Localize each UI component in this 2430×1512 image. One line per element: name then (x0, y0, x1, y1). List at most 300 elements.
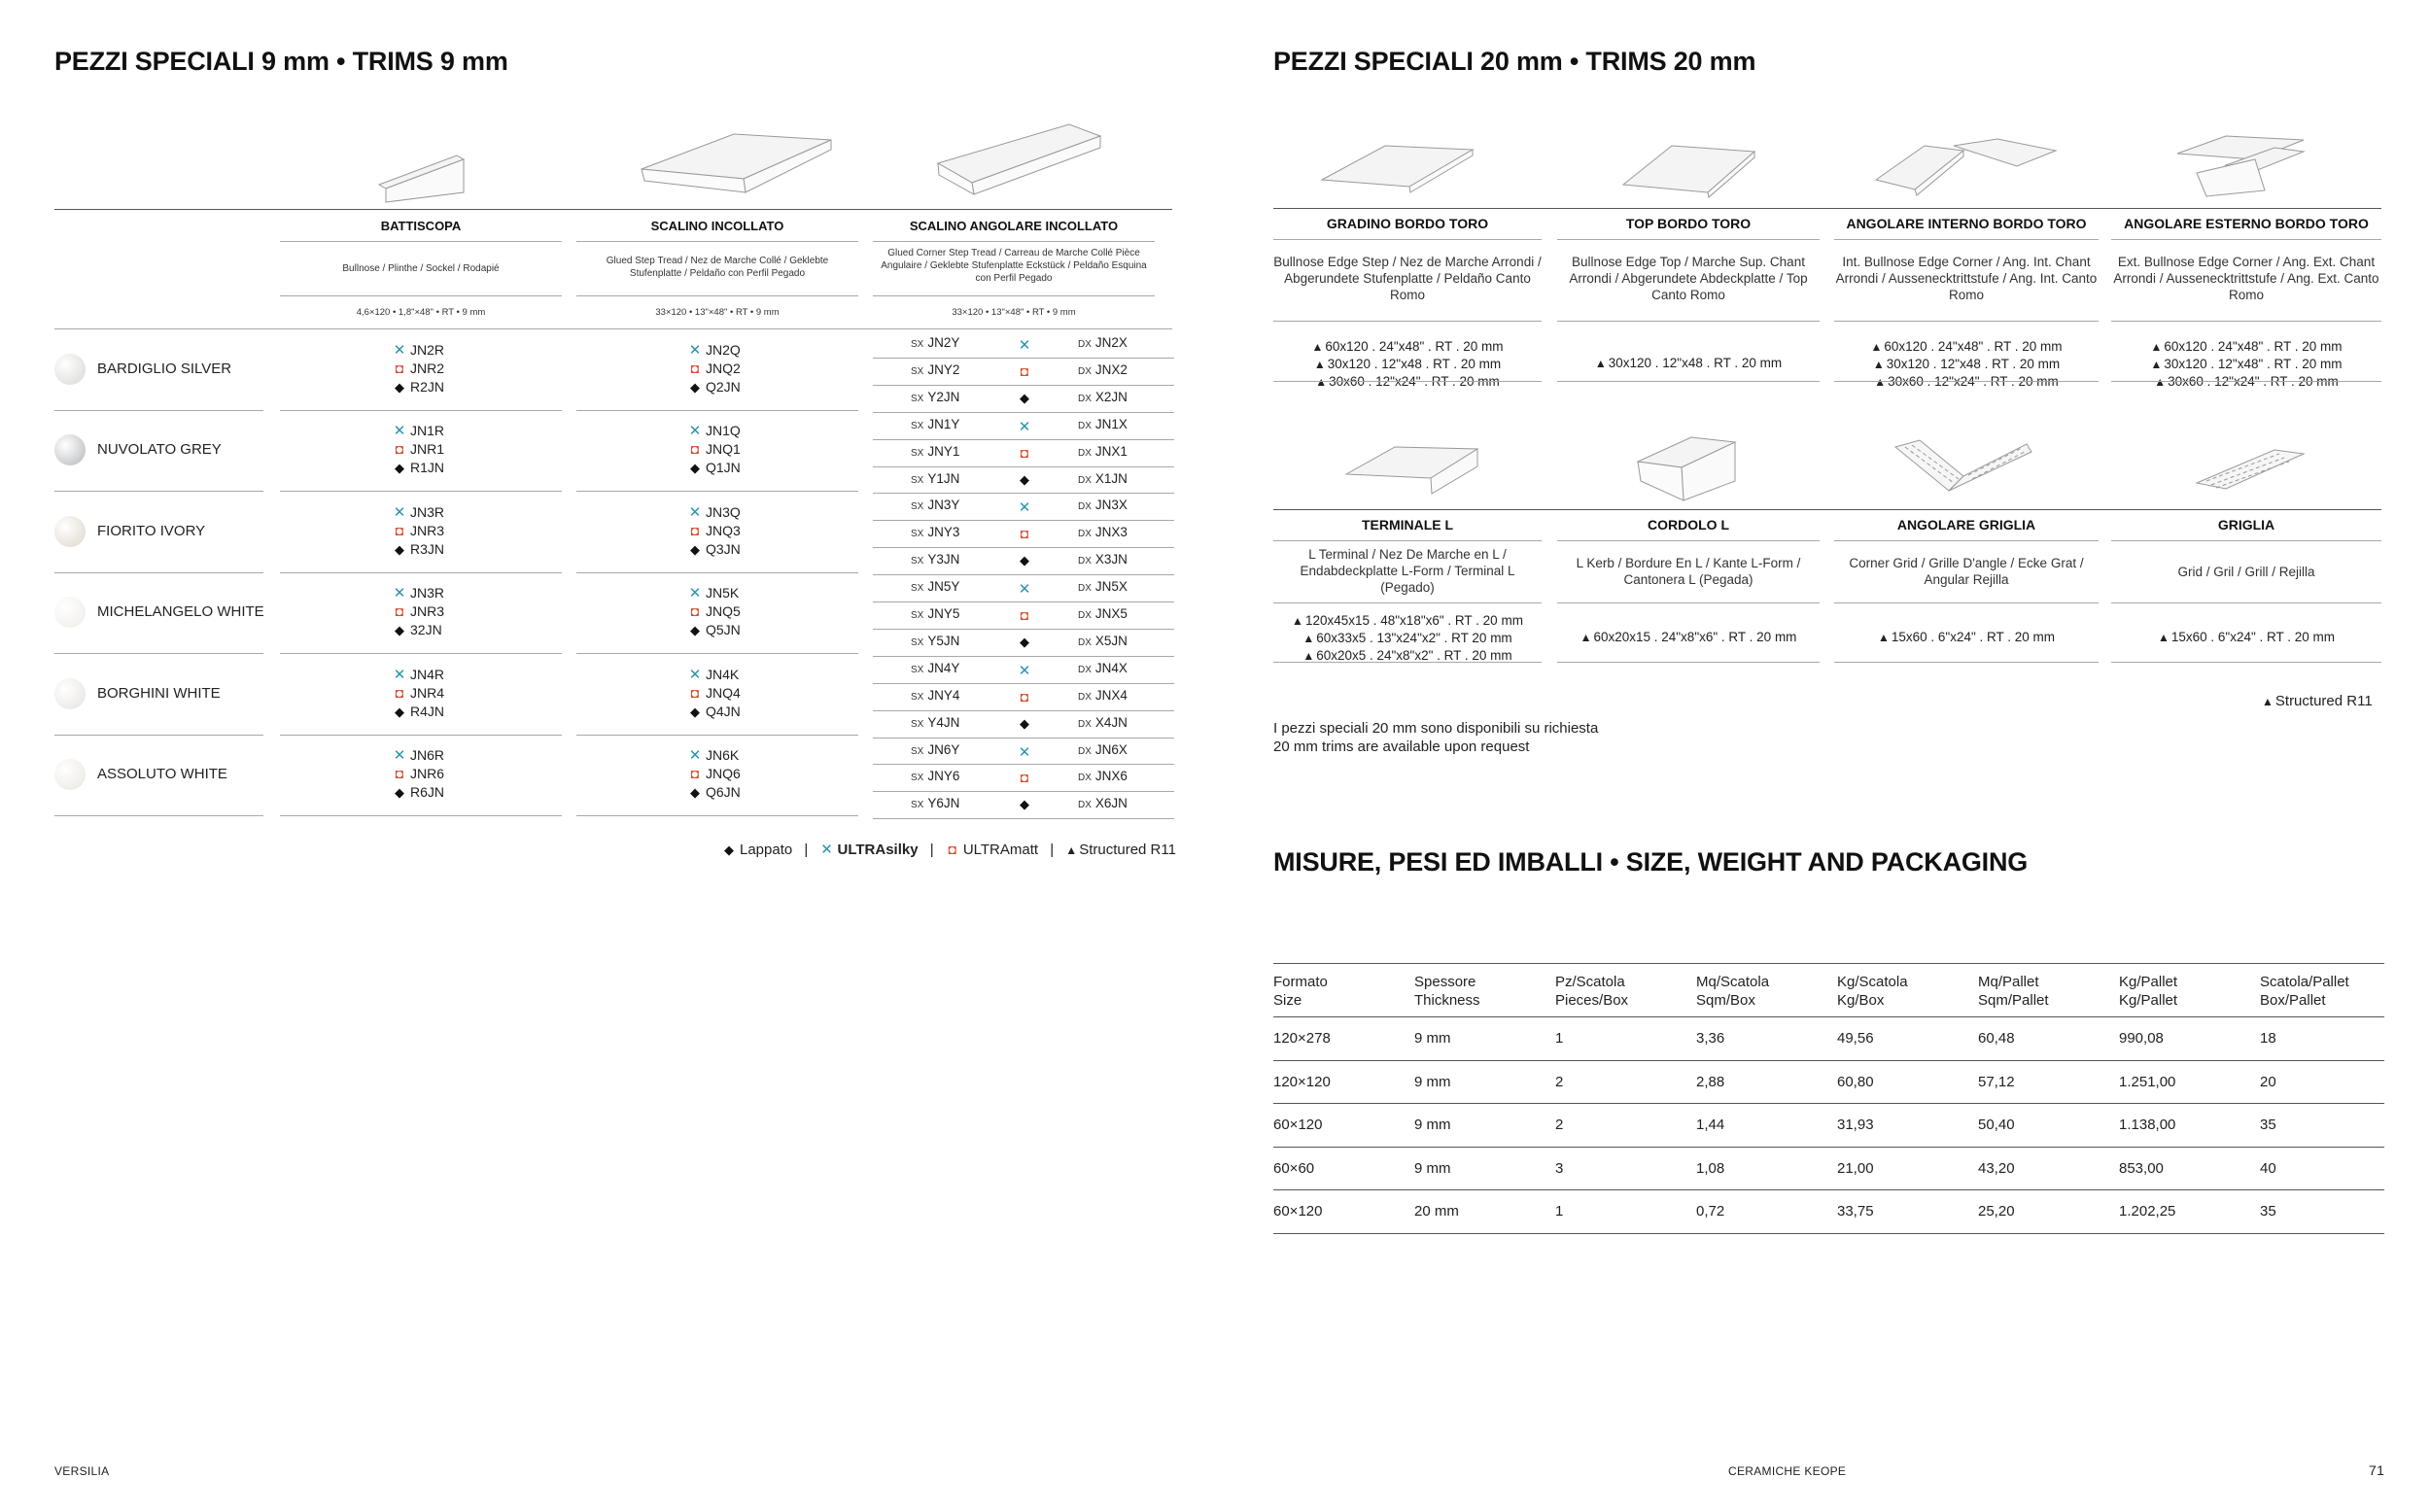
code-text: JN3R (410, 585, 445, 601)
angolare-dx (1078, 715, 1128, 730)
divider (2111, 321, 2381, 322)
divider (1557, 662, 1820, 663)
angolare-sx (911, 444, 959, 459)
ultrasilky-icon: ✕ (393, 747, 406, 765)
footer-brand: CERAMICHE KEOPE (1728, 1464, 1847, 1478)
ultramatt-icon: ◘ (690, 684, 700, 701)
pack-cell: 20 mm (1414, 1203, 1459, 1220)
pack-cell: 60×60 (1273, 1159, 1315, 1177)
ultrasilky-icon: ✕ (688, 747, 702, 765)
trim-size-text: 60x120 . 24"x48" . RT . 20 mm (1325, 339, 1504, 354)
sx-label: SX (911, 610, 924, 621)
divider (576, 653, 858, 654)
angolare-dx (1078, 362, 1128, 377)
left-table-top-line (54, 209, 1172, 210)
color-swatch (54, 354, 86, 385)
product-code (393, 459, 444, 477)
code-text: R2JN (410, 378, 445, 395)
pack-header (1837, 973, 1908, 1010)
code-text: JN3Q (706, 503, 741, 520)
divider (2111, 239, 2381, 240)
structured-icon: ▲ (1874, 375, 1887, 389)
divider (54, 491, 263, 492)
ultramatt-icon: ◘ (395, 441, 404, 458)
sx-label: SX (911, 800, 924, 811)
pack-cell: 43,20 (1978, 1159, 2015, 1177)
code-text: X4JN (1094, 714, 1128, 730)
battiscopa-illustration (374, 146, 471, 204)
pack-cell: 2 (1555, 1117, 1564, 1133)
footer-collection: VERSILIA (54, 1464, 110, 1478)
color-name: MICHELANGELO WHITE (97, 603, 264, 621)
code-text: JN2Y (927, 335, 960, 350)
right-page-title: PEZZI SPECIALI 20 mm • TRIMS 20 mm (1273, 47, 1756, 76)
divider (280, 491, 562, 492)
code-text: JNQ2 (706, 360, 741, 376)
structured-icon: ▲ (1302, 632, 1315, 645)
scalino-codes (688, 584, 741, 639)
dx-label: DX (1078, 556, 1092, 567)
top-bordo-illustration (1618, 136, 1764, 204)
product-code (393, 503, 444, 522)
trim-size (2111, 629, 2381, 646)
pack-cell: 9 mm (1414, 1117, 1451, 1133)
divider (873, 791, 1174, 792)
pack-cell: 990,08 (2119, 1030, 2164, 1047)
divider (54, 572, 263, 573)
angolare-sx (911, 417, 959, 431)
angolare-sx (911, 606, 959, 621)
divider (576, 295, 858, 296)
angolare-dx (1078, 471, 1128, 486)
code-text: Y4JN (927, 714, 960, 730)
code-text: Q1JN (706, 460, 741, 476)
code-text: JN2Q (706, 341, 741, 358)
ultrasilky-icon: ✕ (393, 666, 406, 683)
product-code (688, 341, 741, 360)
structured-icon: ▲ (2150, 358, 2163, 371)
trim-desc: Int. Bullnose Edge Corner / Ang. Int. Chant Arrondi / Aussenecktrittstufe / Ang. Int. Canto Romo (1835, 255, 2098, 302)
trim-size (1834, 373, 2099, 391)
pack-header-line: Kg/Box (1837, 992, 1885, 1009)
pack-header (1555, 973, 1628, 1010)
dx-label: DX (1078, 365, 1092, 377)
product-code (688, 522, 741, 540)
divider (280, 410, 562, 411)
code-text: X5JN (1094, 633, 1128, 648)
product-code (688, 703, 741, 721)
ultrasilky-icon: ✕ (1018, 662, 1031, 679)
pack-cell: 31,93 (1837, 1117, 1874, 1133)
divider (1834, 381, 2099, 382)
ultramatt-icon: ◘ (690, 766, 700, 782)
pack-header-line: Mq/Scatola (1696, 974, 1770, 990)
code-text: Q5JN (706, 622, 741, 638)
sx-label: SX (911, 365, 924, 377)
product-code (393, 540, 444, 559)
divider (1273, 208, 2381, 209)
divider (873, 710, 1174, 711)
ultrasilky-icon: ✕ (688, 666, 702, 683)
note-italian: I pezzi speciali 20 mm sono disponibili su richiesta (1273, 720, 1599, 737)
structured-icon: ▲ (1292, 614, 1303, 628)
angolare-sx (911, 525, 959, 539)
col-desc-scalino-angolare: Glued Corner Step Tread / Carreau de Marche Collé Pièce Angulaire / Geklebte Stufenplatte Eckstück / Peldaño Esquina con Perfil Pegado (881, 248, 1147, 284)
trim-title: ANGOLARE INTERNO BORDO TORO (1846, 216, 2087, 231)
divider (873, 683, 1174, 684)
product-code (688, 666, 741, 684)
product-code (393, 783, 444, 802)
angolare-sx (911, 498, 959, 512)
ultramatt-icon: ◘ (395, 766, 404, 782)
ultramatt-icon: ◘ (1020, 607, 1029, 623)
pack-header-line: Pieces/Box (1555, 992, 1629, 1009)
pack-cell: 21,00 (1837, 1159, 1874, 1177)
pack-cell: 60×120 (1273, 1203, 1323, 1220)
pack-cell: 853,00 (2119, 1159, 2164, 1177)
trim-size (2111, 373, 2381, 391)
trim-desc: L Terminal / Nez De Marche en L / Endabdeckplatte L-Form / Terminal L (Pegado) (1300, 547, 1515, 595)
divider (576, 241, 858, 242)
angolare-sx (911, 688, 959, 703)
sx-label: SX (911, 474, 924, 486)
battiscopa-codes (393, 503, 444, 559)
code-text: JNY1 (927, 443, 960, 459)
divider (1273, 381, 1542, 382)
structured-icon: ▲ (1872, 358, 1885, 371)
divider (1273, 1147, 2384, 1148)
trim-size-text: 30x60 . 12"x24" . RT . 20 mm (1888, 374, 2059, 389)
code-text: R6JN (410, 784, 445, 801)
divider (1273, 1103, 2384, 1104)
terminale-l-illustration (1341, 428, 1487, 496)
code-text: JN6X (1094, 741, 1128, 757)
trim-size-text: 30x120 . 12"x48 . RT . 20 mm (1327, 357, 1502, 371)
code-text: JN6Y (927, 741, 960, 757)
divider (54, 328, 1172, 329)
angolare-dx (1078, 498, 1128, 512)
dx-label: DX (1078, 393, 1092, 404)
pack-cell: 1 (1555, 1203, 1564, 1220)
divider (54, 735, 263, 736)
code-text: JNY3 (927, 525, 960, 540)
sx-label: SX (911, 583, 924, 595)
code-text: JNQ6 (706, 766, 741, 782)
lappato-icon: ◆ (1020, 471, 1029, 487)
trim-desc: Ext. Bullnose Edge Corner / Ang. Ext. Chant Arrondi / Aussenecktrittstufe / Ang. Ext. Canto Romo (2113, 255, 2379, 302)
ultramatt-icon: ◘ (395, 360, 404, 376)
trim-size (1273, 373, 1542, 391)
ultramatt-icon: ◘ (690, 360, 700, 376)
product-code (688, 602, 741, 621)
col-size-battiscopa: 4,6×120 • 1,8"×48" • RT • 9 mm (356, 307, 486, 318)
code-text: Q3JN (706, 540, 741, 557)
trim-size (1834, 629, 2099, 646)
code-text: JNQ1 (706, 441, 741, 458)
dx-label: DX (1078, 691, 1092, 703)
lappato-icon: ◆ (1020, 390, 1029, 405)
angolare-sx (911, 579, 959, 594)
divider (280, 295, 562, 296)
divider (1273, 1016, 2384, 1017)
angolare-sx (911, 796, 959, 810)
divider (54, 653, 263, 654)
code-text: JN1Q (706, 423, 741, 439)
lappato-icon: ◆ (690, 785, 700, 801)
code-text: JN1R (410, 423, 445, 439)
code-text: JN4Y (927, 660, 960, 675)
code-text: JNX5 (1094, 606, 1128, 621)
code-text: Q6JN (706, 784, 741, 801)
angolare-dx (1078, 390, 1128, 404)
lappato-icon: ◆ (395, 704, 404, 719)
angolare-sx (911, 769, 959, 783)
angolare-sx (911, 634, 959, 648)
ultramatt-icon: ◘ (1020, 362, 1029, 379)
lappato-icon: ◆ (395, 461, 404, 476)
pack-header-line: Sqm/Pallet (1978, 992, 2049, 1009)
trim-sizes (1834, 338, 2099, 391)
griglia-illustration (2192, 442, 2313, 500)
trim-sizes (1273, 612, 1542, 665)
trim-title: GRADINO BORDO TORO (1326, 216, 1489, 231)
product-code (688, 765, 741, 783)
trim-size-text: 30x60 . 12"x24" . RT . 20 mm (1329, 374, 1500, 389)
divider (1273, 1060, 2384, 1061)
finish-legend (722, 841, 1176, 858)
pack-cell: 1.251,00 (2119, 1073, 2176, 1090)
gradino-illustration (1317, 136, 1487, 204)
code-text: JNR4 (410, 684, 445, 701)
trim-size (2111, 356, 2381, 373)
code-text: JN3Y (927, 498, 960, 513)
color-swatch (54, 434, 86, 465)
divider (54, 815, 263, 816)
trim-size (1834, 356, 2099, 373)
code-text: JNX4 (1094, 687, 1128, 703)
dx-label: DX (1078, 800, 1092, 811)
divider (873, 466, 1174, 467)
divider (873, 656, 1174, 657)
product-code (688, 746, 741, 765)
divider (873, 412, 1174, 413)
trim-desc: Corner Grid / Grille D'angle / Ecke Grat / Angular Rejilla (1849, 556, 2084, 587)
code-text: JNY6 (927, 769, 960, 784)
divider (280, 735, 562, 736)
ultrasilky-icon: ✕ (688, 503, 702, 521)
trim-size (1273, 612, 1542, 630)
pack-header (1978, 973, 2049, 1010)
product-code (393, 522, 444, 540)
battiscopa-codes (393, 341, 444, 396)
trim-size (2111, 338, 2381, 356)
product-code (393, 341, 444, 360)
pack-header-line: Thickness (1414, 992, 1480, 1009)
dx-label: DX (1078, 529, 1092, 540)
pack-cell: 49,56 (1837, 1030, 1874, 1047)
structured-icon: ▲ (1870, 340, 1883, 354)
lappato-icon: ◆ (690, 461, 700, 476)
trim-title: ANGOLARE ESTERNO BORDO TORO (2124, 216, 2369, 231)
color-name: FIORITO IVORY (97, 522, 206, 539)
code-text: JNX6 (1094, 769, 1128, 784)
ultrasilky-icon: ✕ (393, 585, 406, 602)
dx-label: DX (1078, 447, 1092, 459)
pack-cell: 60,80 (1837, 1073, 1874, 1090)
pack-cell: 57,12 (1978, 1073, 2015, 1090)
legend-separator: | (804, 842, 809, 858)
code-text: JN4K (706, 666, 740, 682)
code-text: JN5K (706, 585, 740, 601)
ultramatt-icon: ◘ (395, 684, 404, 701)
col-size-scalino: 33×120 • 13"×48" • RT • 9 mm (655, 307, 780, 318)
pack-cell: 3 (1555, 1159, 1564, 1177)
angolare-sx (911, 715, 959, 730)
trim-title: ANGOLARE GRIGLIA (1896, 517, 2036, 533)
color-name: BORGHINI WHITE (97, 684, 221, 702)
lappato-icon: ◆ (395, 541, 404, 557)
divider (1834, 239, 2099, 240)
sx-label: SX (911, 745, 924, 757)
lappato-icon: ◆ (395, 379, 404, 395)
product-code (688, 378, 741, 396)
divider (873, 358, 1174, 359)
code-text: JN3X (1094, 498, 1128, 513)
scalino-codes (688, 422, 741, 477)
product-code (393, 765, 444, 783)
product-code (393, 621, 444, 639)
lappato-icon: ◆ (690, 623, 700, 638)
pack-header-line: Scatola/Pallet (2260, 974, 2349, 990)
dx-label: DX (1078, 610, 1092, 621)
code-text: Y2JN (927, 389, 960, 404)
legend-silky: ULTRAsilky (837, 842, 919, 858)
divider (280, 241, 562, 242)
trim-size-text: 30x120 . 12"x48 . RT . 20 mm (1886, 357, 2061, 371)
dx-label: DX (1078, 636, 1092, 648)
code-text: X2JN (1094, 389, 1128, 404)
col-title-scalino-angolare: SCALINO ANGOLARE INCOLLATO (909, 219, 1119, 233)
ultramatt-icon: ◘ (690, 603, 700, 620)
structured-icon: ▲ (1594, 357, 1607, 370)
ultrasilky-icon: ✕ (393, 503, 406, 521)
product-code (688, 584, 741, 602)
trim-size-text: 60x120 . 24"x48" . RT . 20 mm (1884, 339, 2063, 354)
trim-size (1557, 629, 1820, 646)
product-code (393, 602, 444, 621)
trim-desc: Grid / Gril / Grill / Rejilla (2177, 565, 2315, 579)
ultrasilky-icon: ✕ (1018, 499, 1031, 517)
product-code (393, 378, 444, 396)
pack-header (2119, 973, 2177, 1010)
ultrasilky-icon: ✕ (1018, 743, 1031, 761)
pack-header-line: Kg/Pallet (2119, 992, 2178, 1009)
color-swatch (54, 597, 86, 628)
pack-cell: 33,75 (1837, 1203, 1874, 1220)
angolare-dx (1078, 661, 1128, 675)
pack-cell: 2 (1555, 1073, 1564, 1090)
lappato-icon: ◆ (395, 785, 404, 801)
sx-label: SX (911, 447, 924, 459)
code-text: X6JN (1094, 796, 1128, 811)
ultrasilky-icon: ✕ (1018, 337, 1031, 354)
code-text: JN6R (410, 747, 445, 764)
sx-label: SX (911, 501, 924, 513)
pack-cell: 3,36 (1696, 1030, 1725, 1047)
angolare-dx (1078, 769, 1128, 783)
trim-size-text: 30x60 . 12"x24" . RT . 20 mm (2168, 374, 2339, 389)
code-text: JN5X (1094, 579, 1128, 595)
code-text: JNY4 (927, 687, 960, 703)
angolare-sx (911, 471, 959, 486)
divider (1273, 321, 1542, 322)
divider (1834, 662, 2099, 663)
pack-header (1414, 973, 1480, 1010)
scalino-codes (688, 341, 741, 396)
dx-label: DX (1078, 745, 1092, 757)
divider (1273, 509, 2381, 510)
divider (873, 439, 1174, 440)
code-text: JNY5 (927, 606, 960, 621)
ultramatt-icon: ◘ (690, 441, 700, 458)
product-code (688, 360, 741, 378)
dx-label: DX (1078, 583, 1092, 595)
angolare-dx (1078, 579, 1128, 594)
divider (873, 629, 1174, 630)
scalino-codes (688, 746, 741, 802)
code-text: JNQ4 (706, 684, 741, 701)
code-text: 32JN (410, 622, 442, 638)
col-desc-scalino: Glued Step Tread / Nez de Marche Collé / Geklebte Stufenplatte / Peldaño con Perfil Pegado (606, 256, 829, 279)
code-text: JNY2 (927, 361, 960, 377)
sx-label: SX (911, 773, 924, 784)
battiscopa-codes (393, 422, 444, 477)
code-text: JNQ5 (706, 603, 741, 620)
legend-lappato: Lappato (740, 842, 793, 858)
divider (1273, 602, 1542, 603)
pack-header-line: Pz/Scatola (1555, 974, 1625, 990)
dx-label: DX (1078, 339, 1092, 350)
sx-label: SX (911, 691, 924, 703)
pack-cell: 1.202,25 (2119, 1203, 2176, 1220)
divider (1834, 540, 2099, 541)
ultramatt-icon: ◘ (1020, 770, 1029, 786)
pack-cell: 120×278 (1273, 1030, 1331, 1047)
ultrasilky-icon: ✕ (688, 423, 702, 440)
pack-header-line: Sqm/Box (1696, 992, 1755, 1009)
trim-size (1557, 355, 1820, 372)
sx-label: SX (911, 339, 924, 350)
ultramatt-icon: ◘ (948, 842, 957, 857)
code-text: JNR6 (410, 766, 445, 782)
trim-desc: Bullnose Edge Step / Nez de Marche Arrondi / Abgerundete Stufenplatte / Peldaño Canto Romo (1273, 255, 1542, 302)
trim-desc: L Kerb / Bordure En L / Kante L-Form / Cantonera L (Pegada) (1576, 556, 1801, 587)
dx-label: DX (1078, 420, 1092, 431)
code-text: JNR3 (410, 522, 445, 538)
dx-label: DX (1078, 664, 1092, 675)
divider (2111, 602, 2381, 603)
product-code (688, 440, 741, 459)
legend-matt: ULTRAmatt (962, 842, 1039, 858)
trim-size (1273, 630, 1542, 647)
code-text: JNR2 (410, 360, 445, 376)
pack-header-line: Spessore (1414, 974, 1476, 990)
pack-header-line: Formato (1273, 974, 1328, 990)
pack-cell: 35 (2260, 1117, 2276, 1133)
trim-title: TERMINALE L (1361, 517, 1454, 533)
divider (1273, 1233, 2384, 1234)
divider (576, 410, 858, 411)
